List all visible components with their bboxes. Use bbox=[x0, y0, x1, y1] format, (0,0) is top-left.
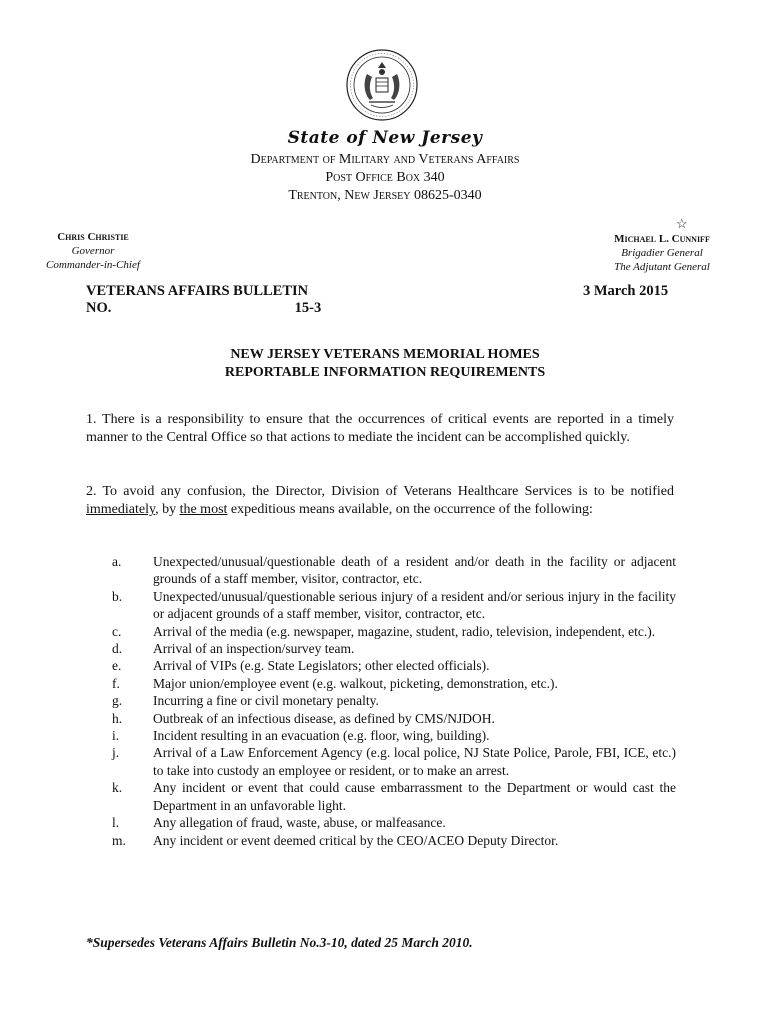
item-text: Unexpected/unusual/questionable serious injury of a resident and/or serious injury in the facility or adjacent grounds of a staff member, visitor, contractor, etc. bbox=[153, 588, 676, 622]
city-address: Trenton, New Jersey 08625-0340 bbox=[288, 188, 482, 203]
emphasis-most: the most bbox=[179, 502, 228, 517]
list-item bbox=[112, 710, 676, 727]
paragraph-2 bbox=[86, 483, 674, 519]
paragraph-2-end: expeditious means available, on the occurrence of the following: bbox=[227, 502, 593, 517]
adjutant-name: Michael L. Cunniff bbox=[614, 233, 710, 245]
item-label: m. bbox=[112, 832, 126, 848]
supersedes-note: *Supersedes Veterans Affairs Bulletin No.3-10, dated 25 March 2010. bbox=[86, 935, 473, 950]
star-icon: ☆ bbox=[676, 216, 688, 231]
list-item bbox=[112, 657, 676, 674]
po-box: Post Office Box 340 bbox=[325, 170, 445, 185]
item-text: Any incident or event deemed critical by the CEO/ACEO Deputy Director. bbox=[153, 832, 559, 848]
adjutant-title-2: The Adjutant General bbox=[614, 261, 710, 273]
item-text: Any incident or event that could cause embarrassment to the Department or would cast the Department in an unfavorable light. bbox=[153, 780, 676, 813]
item-text: Arrival of an inspection/survey team. bbox=[153, 641, 355, 657]
list-item bbox=[112, 675, 676, 692]
event-list bbox=[112, 553, 676, 849]
list-item bbox=[112, 832, 676, 849]
list-item bbox=[112, 623, 676, 640]
bulletin-number-label: NO. bbox=[86, 300, 112, 316]
list-item bbox=[112, 640, 676, 657]
department-name: Department of Military and Veterans Affairs bbox=[250, 152, 520, 167]
title-line-2: REPORTABLE INFORMATION REQUIREMENTS bbox=[224, 365, 546, 380]
adjutant-block bbox=[600, 232, 724, 274]
bulletin-number: 15-3 bbox=[294, 300, 322, 316]
item-label: d. bbox=[112, 641, 123, 657]
bulletin-date: 3 March 2015 bbox=[583, 283, 669, 299]
item-text: Arrival of VIPs (e.g. State Legislators; other elected officials). bbox=[153, 658, 490, 674]
item-text: Arrival of the media (e.g. newspaper, magazine, student, radio, television, independent, etc.). bbox=[153, 623, 656, 639]
governor-title: Governor bbox=[71, 245, 115, 257]
item-text: Major union/employee event (e.g. walkout, picketing, demonstration, etc.). bbox=[153, 675, 558, 691]
governor-block bbox=[38, 230, 148, 272]
list-item bbox=[112, 727, 676, 744]
bulletin-title: VETERANS AFFAIRS BULLETIN bbox=[86, 283, 309, 299]
item-label: i. bbox=[112, 728, 120, 744]
emphasis-immediately: immediately bbox=[86, 502, 156, 517]
bulletin-number-row bbox=[86, 300, 321, 317]
list-item bbox=[112, 814, 676, 831]
list-item bbox=[112, 692, 676, 709]
governor-name: Chris Christie bbox=[57, 231, 129, 243]
governor-title-2: Commander-in-Chief bbox=[46, 259, 140, 271]
adjutant-title: Brigadier General bbox=[621, 247, 703, 259]
item-label: f. bbox=[112, 675, 120, 691]
item-text: Arrival of a Law Enforcement Agency (e.g. local police, NJ State Police, Parole, FBI, ICE, etc.) to take into custody an employee or resident, or to make an arrest. bbox=[153, 745, 676, 778]
item-text: Unexpected/unusual/questionable death of a resident and/or death in the facility or adjacent grounds of a staff member, visitor, contractor, etc. bbox=[153, 554, 676, 587]
item-text: Incurring a fine or civil monetary penalty. bbox=[153, 693, 379, 709]
item-text: Incident resulting in an evacuation (e.g. floor, wing, building). bbox=[153, 728, 490, 744]
paragraph-2-start: 2. To avoid any confusion, the Director, Division of Veterans Healthcare Services is to be notified bbox=[86, 484, 674, 499]
list-item bbox=[112, 779, 676, 814]
item-label: b. bbox=[112, 588, 123, 604]
item-label: c. bbox=[112, 623, 122, 639]
state-seal-icon bbox=[345, 48, 419, 122]
title-line-1: NEW JERSEY VETERANS MEMORIAL HOMES bbox=[230, 347, 540, 362]
paragraph-2-mid: , by bbox=[155, 502, 180, 517]
document-title bbox=[0, 346, 770, 382]
item-label: h. bbox=[112, 710, 123, 726]
item-label: k. bbox=[112, 780, 123, 796]
bulletin-header bbox=[86, 283, 321, 317]
list-item bbox=[112, 553, 676, 588]
paragraph-1: 1. There is a responsibility to ensure that the occurrences of critical events are reported in a timely manner to the Central Office so that actions to mediate the incident can be accomplished quickly. bbox=[86, 412, 674, 445]
list-item bbox=[112, 744, 676, 779]
item-label: g. bbox=[112, 693, 123, 709]
item-label: a. bbox=[112, 554, 122, 569]
item-label: j. bbox=[112, 745, 120, 761]
item-label: l. bbox=[112, 815, 120, 831]
item-text: Outbreak of an infectious disease, as defined by CMS/NJDOH. bbox=[153, 710, 495, 726]
list-item bbox=[112, 588, 676, 623]
state-name: State of New Jersey bbox=[287, 128, 483, 148]
item-text: Any allegation of fraud, waste, abuse, or malfeasance. bbox=[153, 815, 446, 831]
item-label: e. bbox=[112, 658, 122, 674]
